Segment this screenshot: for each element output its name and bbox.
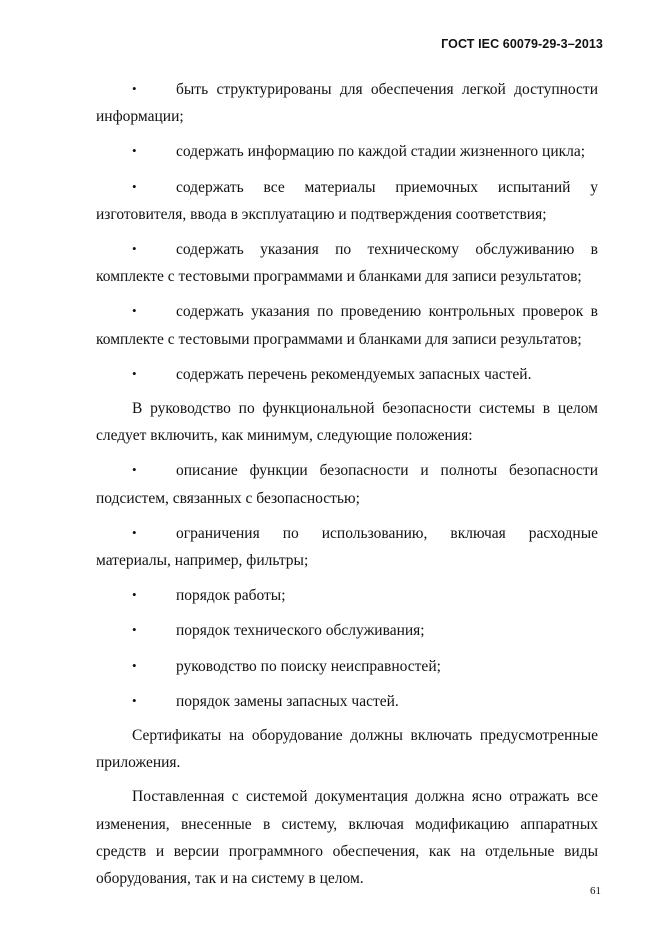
page-number: 61	[590, 885, 601, 897]
list-item	[96, 652, 598, 680]
document-body	[96, 75, 598, 899]
list-item-text: содержать информацию по каждой стадии жизненного цикла;	[176, 143, 586, 161]
list-item-text: руководство по поиску неисправностей;	[176, 657, 441, 675]
list-item	[96, 235, 598, 290]
bullet-icon: •	[132, 524, 137, 540]
list-item-text: описание функции безопасности и полноты безопасности подсистем, связанных с безопасностью;	[96, 462, 598, 507]
bullet-icon: •	[132, 692, 137, 708]
list-item	[96, 75, 598, 130]
list-item-text: содержать все материалы приемочных испытаний у изготовителя, ввода в эксплуатацию и подтверждения соответствия;	[96, 178, 598, 223]
page-header-standard-code: ГОСТ IEC 60079-29-3–2013	[441, 37, 603, 51]
bullet-icon: •	[132, 462, 137, 478]
bullet-icon: •	[132, 587, 137, 603]
list-item-text: порядок работы;	[176, 587, 286, 605]
list-item	[96, 687, 598, 715]
bullet-icon: •	[132, 178, 137, 194]
list-item	[96, 456, 598, 511]
bullet-icon: •	[132, 241, 137, 257]
bullet-icon: •	[132, 303, 137, 319]
paragraph: Сертификаты на оборудование должны включать предусмотренные приложения.	[96, 727, 598, 772]
bullet-icon: •	[132, 81, 137, 96]
list-item-text: быть структурированы для обеспечения легкой доступности информации;	[96, 81, 598, 126]
list-item-text: содержать указания по техническому обслуживанию в комплекте с тестовыми программами и бланками для записи результатов;	[96, 241, 598, 286]
bullet-icon: •	[132, 143, 137, 159]
list-item	[96, 581, 598, 609]
paragraph: Поставленная с системой документация должна ясно отражать все изменения, внесенные в систему, включая модификацию аппаратных средств и версии программного обеспечения, как на отдельные виды оборудования, так и на систему в целом.	[96, 788, 598, 888]
list-item-text: ограничения по использованию, включая расходные материалы, например, фильтры;	[96, 524, 598, 570]
bullet-icon: •	[132, 622, 137, 638]
list-item	[96, 173, 598, 228]
bullet-icon: •	[132, 657, 137, 673]
list-item	[96, 297, 598, 352]
list-item	[96, 137, 598, 165]
list-item-text: порядок замены запасных частей.	[176, 692, 399, 710]
list-item	[96, 519, 598, 574]
list-item	[96, 616, 598, 644]
list-item-text: содержать указания по проведению контрольных проверок в комплекте с тестовыми программами и бланками для записи результатов;	[96, 303, 598, 348]
list-item	[96, 360, 598, 388]
list-item-text: содержать перечень рекомендуемых запасных частей.	[176, 365, 532, 383]
list-item-text: порядок технического обслуживания;	[176, 622, 425, 640]
bullet-icon: •	[132, 365, 137, 381]
paragraph: В руководство по функциональной безопасности системы в целом следует включить, как минимум, следующие положения:	[96, 400, 598, 445]
